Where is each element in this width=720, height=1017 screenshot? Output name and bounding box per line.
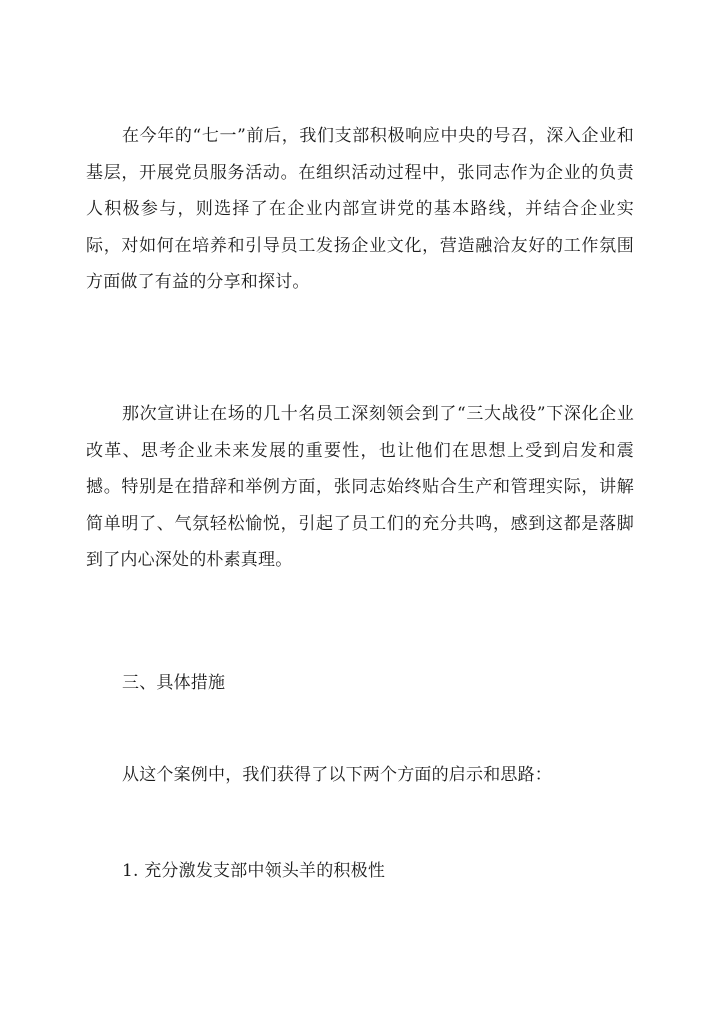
- list-item-1: 1. 充分激发支部中领头羊的积极性: [122, 861, 386, 881]
- body-paragraph-2: 那次宣讲让在场的几十名员工深刻领会到了“三大战役”下深化企业改革、思考企业未来发展的重要性，也让他们在思想上受到启发和震撼。特别是在措辞和举例方面，张同志始终贴合生产和管理实际，讲解简单明了、气氛轻松愉悦，引起了员工们的充分共鸣，感到这都是落脚到了内心深处的朴素真理。: [86, 404, 634, 571]
- intro-line: 从这个案例中，我们获得了以下两个方面的启示和思路：: [122, 765, 552, 785]
- body-paragraph-1: 在今年的“七一”前后，我们支部积极响应中央的号召，深入企业和基层，开展党员服务活动。在组织活动过程中，张同志作为企业的负责人积极参与，则选择了在企业内部宣讲党的基本路线，并结合企业实际，对如何在培养和引导员工发扬企业文化，营造融洽友好的工作氛围方面做了有益的分享和探讨。: [86, 126, 634, 293]
- section-heading: 三、具体措施: [122, 673, 226, 693]
